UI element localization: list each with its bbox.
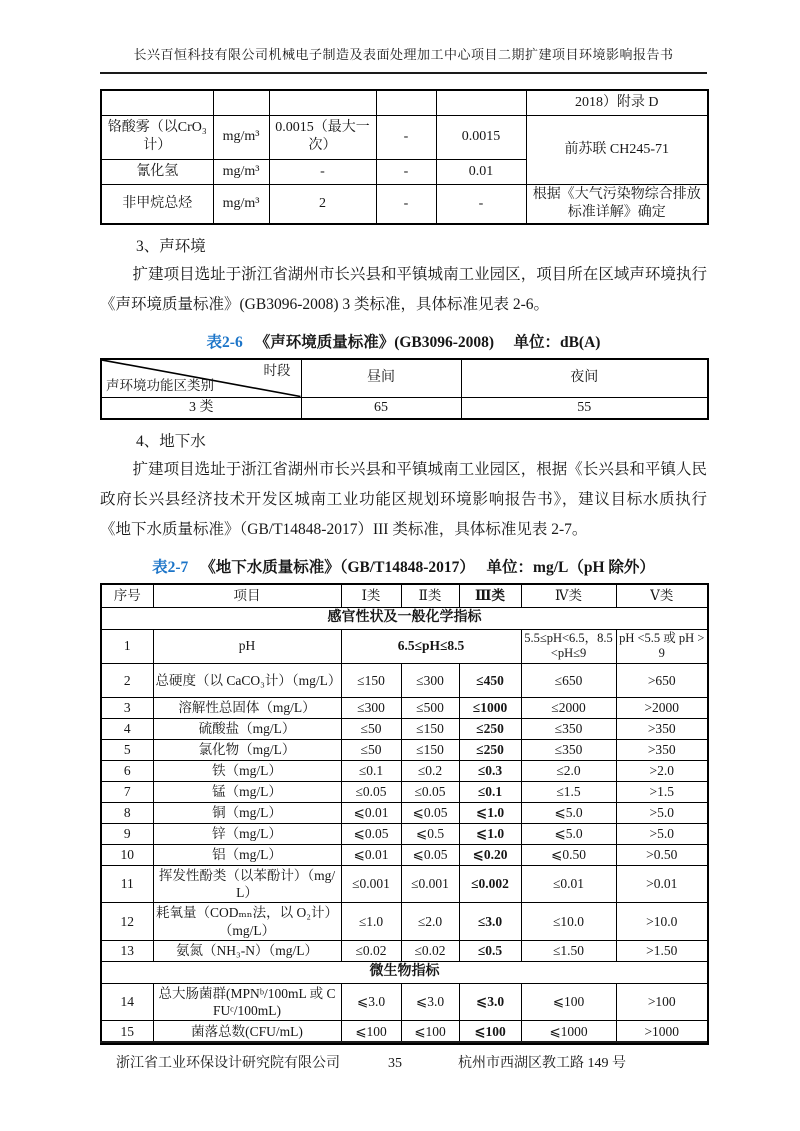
- table-cell: 0.0015（最大一次）: [269, 115, 376, 159]
- table-cell: 55: [461, 397, 708, 419]
- table-cell: 铝（mg/L）: [153, 844, 341, 865]
- table-cell: ≤0.2: [401, 760, 459, 781]
- table-cell: 3 类: [101, 397, 301, 419]
- table-cell: ≤250: [459, 718, 521, 739]
- column-header: Ⅲ类: [459, 584, 521, 607]
- table-cell: ≤10.0: [521, 903, 616, 941]
- table-cell: ⩽0.05: [401, 802, 459, 823]
- table-cell: 12: [101, 903, 153, 941]
- table-cell: 6: [101, 760, 153, 781]
- page-content: [100, 0, 707, 1045]
- table-caption-2-6: [100, 330, 707, 352]
- table-row: [101, 697, 708, 718]
- table-cell: >2000: [616, 697, 708, 718]
- table-cell: 挥发性酚类（以苯酚计）（mg/L）: [153, 865, 341, 903]
- table-row: [101, 663, 708, 697]
- table-cell: ≤0.05: [401, 781, 459, 802]
- table-cell: ⩽1.0: [459, 802, 521, 823]
- table-cell: -: [376, 184, 436, 224]
- table-cell: ⩽100: [401, 1021, 459, 1044]
- table-cell: 氯化物（mg/L）: [153, 739, 341, 760]
- table-cell: >1000: [616, 1021, 708, 1044]
- table-cell: ≤0.05: [341, 781, 401, 802]
- table-cell: [101, 90, 213, 115]
- table-cell: -: [436, 184, 526, 224]
- table-cell: >100: [616, 983, 708, 1021]
- column-header-day: 昼间: [301, 359, 461, 397]
- table-cell: 7: [101, 781, 153, 802]
- table-row: [101, 115, 708, 159]
- table-cell: ⩽0.05: [401, 844, 459, 865]
- table-cell: ≤0.3: [459, 760, 521, 781]
- table-caption-2-7: [100, 555, 707, 577]
- table-caption-text: 《地下水质量标准》（GB/T14848-2017） 单位：mg/L（pH 除外）: [200, 559, 655, 576]
- table-cell: ≤1.5: [521, 781, 616, 802]
- diagonal-header-cell: [101, 359, 301, 397]
- table-cell: -: [376, 115, 436, 159]
- table-cell: ≤1.50: [521, 940, 616, 961]
- column-header: Ⅰ类: [341, 584, 401, 607]
- table-cell: 2: [101, 663, 153, 697]
- table-row: [101, 718, 708, 739]
- table-cell: ≤300: [401, 663, 459, 697]
- table-cell: ≤0.5: [459, 940, 521, 961]
- table-cell: [376, 90, 436, 115]
- footer-page-number: 35: [388, 1056, 402, 1071]
- table-row: [101, 802, 708, 823]
- diagonal-label-period: 时段: [263, 363, 291, 378]
- table-cell: 13: [101, 940, 153, 961]
- table-cell: 非甲烷总烃: [101, 184, 213, 224]
- table-cell: 根据《大气污染物综合排放标准详解》确定: [526, 184, 708, 224]
- table-cell: ≤0.1: [459, 781, 521, 802]
- table-cell: 9: [101, 823, 153, 844]
- table-cell: ≤350: [521, 718, 616, 739]
- table-cell: >1.50: [616, 940, 708, 961]
- table-cell: ≤0.001: [401, 865, 459, 903]
- table-cell: ≤0.1: [341, 760, 401, 781]
- table-cell: mg/m³: [213, 184, 269, 224]
- table-cell: 氨氮（NH₃-N）（mg/L）: [153, 940, 341, 961]
- table-cell: mg/m³: [213, 115, 269, 159]
- table-cell: >1.5: [616, 781, 708, 802]
- air-standards-table: [100, 89, 709, 225]
- table-row: [101, 781, 708, 802]
- table-row: [101, 359, 708, 397]
- table-cell: ≤500: [401, 697, 459, 718]
- table-cell: 0.01: [436, 159, 526, 184]
- table-cell: >0.50: [616, 844, 708, 865]
- table-cell: ⩽0.05: [341, 823, 401, 844]
- table-cell: 菌落总数(CFU/mL): [153, 1021, 341, 1044]
- table-cell: ⩽0.20: [459, 844, 521, 865]
- table-cell: ≤650: [521, 663, 616, 697]
- table-cell: 硫酸盐（mg/L）: [153, 718, 341, 739]
- table-row: [101, 184, 708, 224]
- table-cell: ⩽100: [341, 1021, 401, 1044]
- table-cell: >350: [616, 739, 708, 760]
- table-cell: 5.5≤pH<6.5，8.5<pH≤9: [521, 629, 616, 663]
- table-cell: ≤2.0: [521, 760, 616, 781]
- table-cell: 锌（mg/L）: [153, 823, 341, 844]
- table-cell: 5: [101, 739, 153, 760]
- table-cell: 溶解性总固体（mg/L）: [153, 697, 341, 718]
- table-cell: 耗氧量（CODₘₙ法，以 O₂计）（mg/L）: [153, 903, 341, 941]
- table-cell: ≤300: [341, 697, 401, 718]
- table-cell: ≤0.02: [401, 940, 459, 961]
- document-header-title: 长兴百恒科技有限公司机械电子制造及表面处理加工中心项目二期扩建项目环境影响报告书: [133, 47, 674, 62]
- table-cell: ≤350: [521, 739, 616, 760]
- section-row: [101, 607, 708, 629]
- table-row: [101, 739, 708, 760]
- table-cell: ≤150: [401, 739, 459, 760]
- table-cell: >2.0: [616, 760, 708, 781]
- table-cell: 4: [101, 718, 153, 739]
- paragraph-groundwater: 扩建项目选址于浙江省湖州市长兴县和平镇城南工业园区，根据《长兴县和平镇人民政府长兴县经济技术开发区城南工业功能区规划环境影响报告书》，建议目标水质执行《地下水质量标准》（GB/T14848-2017）III 类标准，具体标准见表 2-7。: [100, 461, 707, 538]
- table-cell: ≤250: [459, 739, 521, 760]
- table-cell: 2: [269, 184, 376, 224]
- table-cell: ⩽5.0: [521, 802, 616, 823]
- table-cell: 65: [301, 397, 461, 419]
- table-cell: ⩽0.01: [341, 844, 401, 865]
- table-cell: 14: [101, 983, 153, 1021]
- column-header: 序号: [101, 584, 153, 607]
- table-cell: -: [269, 159, 376, 184]
- table-row: [101, 940, 708, 961]
- table-cell: ≤150: [341, 663, 401, 697]
- table-cell: 11: [101, 865, 153, 903]
- table-cell: ⩽0.5: [401, 823, 459, 844]
- table-cell: ⩽3.0: [459, 983, 521, 1021]
- table-cell: pH: [153, 629, 341, 663]
- table-row: [101, 823, 708, 844]
- table-cell: ≤1000: [459, 697, 521, 718]
- table-row: [101, 760, 708, 781]
- table-cell: 铜（mg/L）: [153, 802, 341, 823]
- column-header: Ⅴ类: [616, 584, 708, 607]
- table-row: [101, 983, 708, 1021]
- table-cell: ≤0.02: [341, 940, 401, 961]
- groundwater-standards-table: [100, 583, 709, 1045]
- table-cell: ⩽0.01: [341, 802, 401, 823]
- table-cell: 前苏联 CH245-71: [526, 115, 708, 184]
- table-cell: >5.0: [616, 802, 708, 823]
- table-cell: 总硬度（以 CaCO₃计）（mg/L）: [153, 663, 341, 697]
- table-cell: >0.01: [616, 865, 708, 903]
- column-header: Ⅳ类: [521, 584, 616, 607]
- table-cell: 8: [101, 802, 153, 823]
- paragraph-noise: 扩建项目选址于浙江省湖州市长兴县和平镇城南工业园区，项目所在区域声环境执行《声环境质量标准》(GB3096-2008) 3 类标准，具体标准见表 2-6。: [100, 266, 707, 313]
- table-caption-text: 《声环境质量标准》(GB3096-2008) 单位：dB(A): [254, 334, 601, 351]
- section-label: 微生物指标: [101, 961, 708, 983]
- table-cell: mg/m³: [213, 159, 269, 184]
- diagonal-label-category: 声环境功能区类别: [106, 378, 214, 394]
- table-cell: ≤1.0: [341, 903, 401, 941]
- table-cell: 6.5≤pH≤8.5: [341, 629, 521, 663]
- table-cell: ⩽100: [521, 983, 616, 1021]
- table-cell: ≤50: [341, 739, 401, 760]
- section-label: 感官性状及一般化学指标: [101, 607, 708, 629]
- table-cell: ⩽100: [459, 1021, 521, 1044]
- table-cell: ≤0.002: [459, 865, 521, 903]
- table-cell: 3: [101, 697, 153, 718]
- table-cell: ⩽0.50: [521, 844, 616, 865]
- table-cell: pH <5.5 或 pH >9: [616, 629, 708, 663]
- table-cell: 10: [101, 844, 153, 865]
- table-cell: 0.0015: [436, 115, 526, 159]
- table-cell: ⩽3.0: [401, 983, 459, 1021]
- table-cell: 1: [101, 629, 153, 663]
- header-rule: [100, 72, 707, 74]
- table-caption-label: 表2-6: [206, 334, 243, 351]
- table-cell: 总大肠菌群(MPNᵇ/100mL 或 CFUᶜ/100mL): [153, 983, 341, 1021]
- table-cell: >5.0: [616, 823, 708, 844]
- table-cell: [213, 90, 269, 115]
- table-row: [101, 865, 708, 903]
- column-header-night: 夜间: [461, 359, 708, 397]
- table-cell: [436, 90, 526, 115]
- table-cell: 锰（mg/L）: [153, 781, 341, 802]
- section-heading-noise: 3、声环境: [136, 238, 206, 255]
- table-row: [101, 903, 708, 941]
- table-row: [101, 844, 708, 865]
- table-cell: ≤2000: [521, 697, 616, 718]
- page-footer: [100, 1041, 707, 1072]
- table-cell: ≤450: [459, 663, 521, 697]
- table-cell: 铬酸雾（以CrO₃计）: [101, 115, 213, 159]
- section-row: [101, 961, 708, 983]
- table-caption-label: 表2-7: [152, 559, 189, 576]
- table-cell: 15: [101, 1021, 153, 1044]
- column-header: 项目: [153, 584, 341, 607]
- table-cell: >650: [616, 663, 708, 697]
- table-cell: ≤0.01: [521, 865, 616, 903]
- table-cell: 2018）附录 D: [526, 90, 708, 115]
- table-cell: -: [376, 159, 436, 184]
- table-cell: ≤0.001: [341, 865, 401, 903]
- table-cell: 铁（mg/L）: [153, 760, 341, 781]
- table-cell: [269, 90, 376, 115]
- table-cell: ⩽3.0: [341, 983, 401, 1021]
- noise-standards-table: [100, 358, 709, 420]
- table-cell: >10.0: [616, 903, 708, 941]
- table-cell: ⩽5.0: [521, 823, 616, 844]
- table-row: [101, 629, 708, 663]
- table-cell: ≤2.0: [401, 903, 459, 941]
- table-cell: 氰化氢: [101, 159, 213, 184]
- section-heading-groundwater: 4、地下水: [136, 433, 206, 450]
- table-cell: ≤50: [341, 718, 401, 739]
- footer-company: 浙江省工业环保设计研究院有限公司: [116, 1056, 340, 1071]
- table-row: [101, 90, 708, 115]
- table-header-row: [101, 584, 708, 607]
- table-row: [101, 397, 708, 419]
- table-cell: >350: [616, 718, 708, 739]
- table-cell: ≤3.0: [459, 903, 521, 941]
- table-cell: ⩽1000: [521, 1021, 616, 1044]
- table-cell: ⩽1.0: [459, 823, 521, 844]
- column-header: Ⅱ类: [401, 584, 459, 607]
- table-cell: ≤150: [401, 718, 459, 739]
- footer-address: 杭州市西湖区教工路 149 号: [458, 1056, 626, 1071]
